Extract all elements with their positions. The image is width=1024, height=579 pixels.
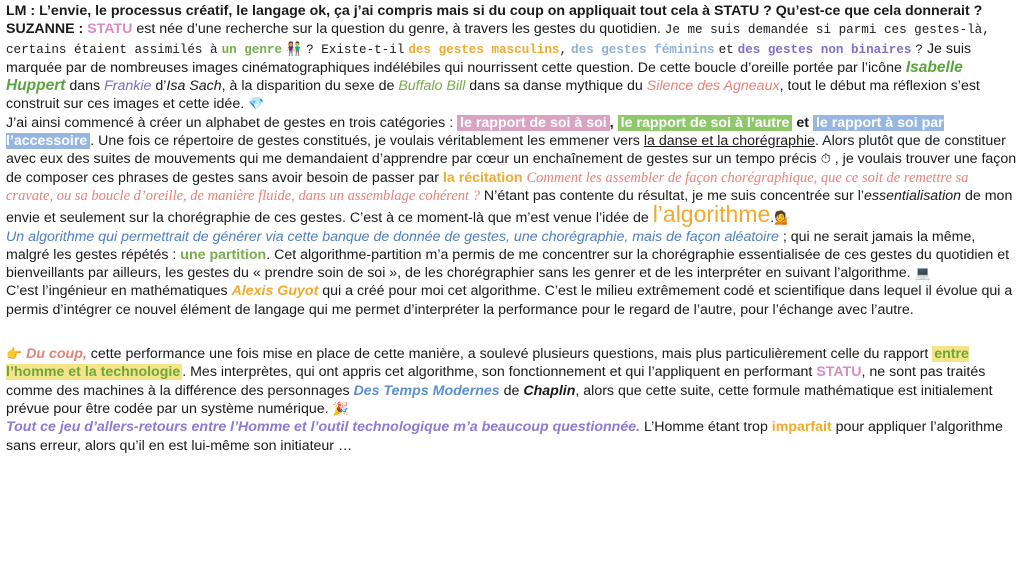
speaker-suzanne: SUZANNE : [6,21,84,38]
p1-mono-1: Je me suis demandée si parmi ces gestes-là, certains étaient assimilés à [6,23,990,57]
isabelle-huppert: Isabelle Huppert [6,58,963,95]
category-accessoire: le rapport à soi par l’accessoire [6,114,944,150]
statu: STATU [816,364,862,381]
danse-choregraphie: la danse et la chorégraphie [643,133,816,150]
category-soi-a-l-autre: le rapport de soi à l’autre [618,115,793,131]
question-text: L’envie, le processus créatif, le langage ok, ça j’ai compris mais si du coup on appliquait tout cela à STATU ? Qu’est-ce que cela donnerait ? [39,3,983,19]
p4-text-1: C’est l’ingénieur en mathématiques [6,283,228,300]
woman-tipping-hand-icon: 💁 [774,210,791,226]
answer-paragraph-1 [6,20,1018,113]
p1-text-2: Je suis marquée par de nombreuses images cinématographiques indélébiles qui nourrissent cette question. De cette boucle d’oreille portée par l’icône [6,40,972,76]
p5-text-2: . Mes interprètes, qui ont appris cet algorithme, son fonctionnement et qui l’appliquent en performant [182,364,813,381]
p5-text-3: , ne sont pas traités comme des machines à la différence des personnages [6,364,986,399]
la-recitation: la récitation [442,169,523,186]
p4-text-2: qui a créé pour moi cet algorithme. C’est le milieu extrêmement codé et scientifique dans lequel il évolue qui a permis d’intégrer ce nouvel élément de langage qui me permet d’interpréter la performance pour le regard de l’autre, pour l’échange avec l’autre. [6,283,1013,318]
dans: dans [69,78,101,95]
statu-title: STATU [87,21,133,38]
algorithm-definition: Un algorithme qui permettrait de générer via cette banque de donnée de gestes, une chorégraphie, mais de façon aléatoire [6,228,779,245]
p2-text-5: N’étant pas contente du résultat, je me suis concentrée sur l’ [483,187,865,204]
speaker-lm: LM : [6,3,36,19]
jeu-allers-retours: Tout ce jeu d’allers-retours entre l’Homme et l’outil technologique m’a beaucoup questionnée. [6,419,641,436]
couple-icon: 👫 [286,40,303,56]
isa-sach: Isa Sach [166,78,222,95]
p1-mono-2: ? Existe-t-il [306,42,405,57]
comma: , [559,42,568,57]
answer-paragraph-5 [6,339,1018,418]
p6-text-1: L’Homme étant trop [644,419,768,436]
party-popper-icon: 🎉 [332,400,349,416]
p1-text-3: , à la disparition du sexe de [221,78,395,95]
essentialisation: essentialisation [864,187,962,204]
dot: . [770,210,775,227]
gestes-masculins: des gestes masculins [408,42,560,57]
frankie: Frankie [104,78,152,95]
p6-text-2: pour appliquer l’algorithme sans erreur, alors qu’il en est lui-même son initiateur … [6,419,1003,454]
buffalo-bill: Buffalo Bill [398,78,466,95]
answer-paragraph-4 [6,282,1018,319]
answer-paragraph-6 [6,418,1018,455]
p2-text-6: de mon envie et seulement sur la chorégraphie de ces gestes. C’est à ce moment-là que m’est venue l’idée de [6,187,1013,227]
diamond-icon: 💎 [248,96,265,112]
category-soi-a-soi: le rapport de soi à soi [457,115,610,131]
p1-text-5: , tout le début ma réflexion s’est construit sur ces images et cette idée. [6,78,980,113]
une-partition: une partition [180,246,267,263]
pointing-hand-icon: 👉 [6,346,23,362]
p2-text-1: J’ai ainsi commencé à créer un alphabet de gestes en trois catégories : [6,114,454,131]
p1-text-1: est née d’une recherche sur la question du genre, à travers les gestes du quotidien. [136,21,661,38]
question-paragraph [6,2,1018,20]
p2-text-4: , je voulais trouver une façon de composer ces phrases de gestes sans avoir besoin de passer par [6,151,1017,186]
et: et [718,42,734,57]
spacer [6,319,1018,339]
p1-mono-3: ? [915,42,923,57]
p2-text-3: . Alors plutôt que de constituer avec eux des suites de mouvements qui me demandaient d’apprendre par cœur un enchaînement de gestes sur un tempo précis [6,133,1006,168]
computer-icon: 💻 [914,265,931,281]
homme-technologie: entre l’homme et la technologie [6,346,969,381]
alexis-guyot: Alexis Guyot [231,283,319,300]
metronome-icon: ⏱ [820,151,831,167]
et: et [796,114,809,131]
answer-paragraph-2 [6,114,1018,228]
question-serif: Comment les assembler de façon chorégraphique, que ce soit de remettre sa cravate, ou sa boucle d’oreille, de manière fluide, dans un assemblage cohérent ? [6,169,969,204]
answer-paragraph-3 [6,228,1018,283]
p5-text-1: cette performance une fois mise en place de cette manière, a soulevé plusieurs questions, mais plus particulièrement celle du rapport [90,346,929,363]
gestes-feminins: des gestes féminins [571,42,715,57]
imparfait: imparfait [771,419,832,436]
gestes-non-binaires: des gestes non binaires [737,42,912,57]
silence-des-agneaux: Silence des Agneaux [646,78,780,95]
p3-text-1: ; qui ne serait jamais la même, malgré les gestes répétés : [6,228,976,263]
p5-text-4: , alors que cette suite, cette formule mathématique est initialement prévue pour être codée par un système numérique. [6,382,993,417]
chaplin: Chaplin [523,382,576,399]
d-apostrophe: d’ [155,78,167,95]
comma: , [609,114,614,131]
un-genre: un genre [221,42,283,57]
p3-text-2: . Cet algorithme-partition m’a permis de me concentrer sur la chorégraphie essentialisée de ces gestes du quotidien et bienveillants par ailleurs, les gestes du « prendre soin de soi », de les chorégraphier sans les genrer et de les interpréter en suivant l’algorithme. [6,246,1010,282]
p1-text-4: dans sa danse mythique du [469,78,643,95]
de: de [503,382,520,399]
temps-modernes: Des Temps Modernes [353,382,500,399]
du-coup: Du coup, [26,346,87,363]
p2-text-2: . Une fois ce répertoire de gestes constitués, je voulais véritablement les emmener vers [90,133,640,150]
l-algorithme: l’algorithme [652,201,771,228]
